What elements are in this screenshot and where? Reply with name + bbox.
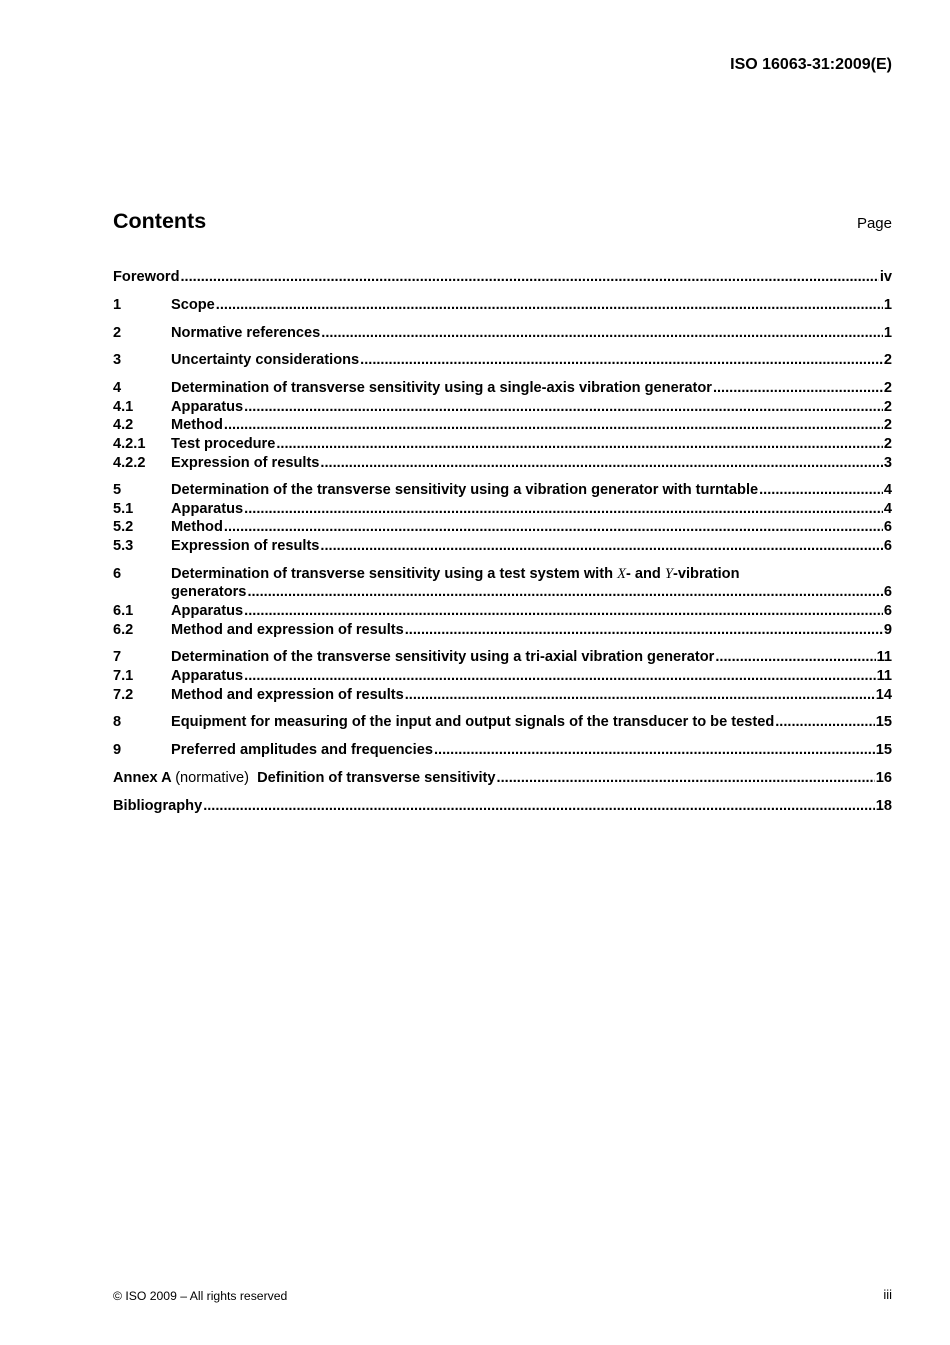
contents-title: Contents <box>113 209 207 233</box>
toc-entry-2[interactable] <box>113 324 892 343</box>
toc-entry-number: 8 <box>113 714 122 731</box>
toc-entry-page: 1 <box>883 296 892 313</box>
toc-entry-3[interactable] <box>113 351 892 370</box>
toc-entry-4[interactable] <box>113 379 892 398</box>
toc-entry-title: Method <box>171 519 223 536</box>
toc-entry-number: 4.2.1 <box>113 435 146 452</box>
annex-label: Annex A <box>113 769 172 786</box>
toc-entry-8[interactable] <box>113 713 892 732</box>
toc-entry-number: 2 <box>113 324 122 341</box>
dot-leader <box>203 797 875 816</box>
toc-entry-number: 7 <box>113 649 122 666</box>
toc-entry-number: 4.1 <box>113 398 134 415</box>
toc-entry-title: Test procedure <box>171 435 276 452</box>
toc-entry-title: Method and expression of results <box>171 686 404 703</box>
variable-x: X <box>617 565 626 582</box>
toc-entry-7-1[interactable] <box>113 667 892 686</box>
toc-entry-number: 5.2 <box>113 519 134 536</box>
toc-entry-title: Method and expression of results <box>171 621 404 638</box>
dot-leader <box>247 583 882 602</box>
toc-entry-page: 11 <box>876 649 892 666</box>
toc-entry-page: 15 <box>875 742 892 759</box>
toc-entry-title: Apparatus <box>171 668 244 684</box>
toc-entry-page: 2 <box>883 435 892 452</box>
toc-entry-page: 2 <box>883 352 892 369</box>
toc-entry-7[interactable] <box>113 648 892 667</box>
toc-entry-page: 16 <box>875 769 892 786</box>
toc-entry-title: Apparatus <box>171 500 244 517</box>
toc-entry-title: Expression of results <box>171 538 320 555</box>
toc-entry-page: 6 <box>883 603 892 620</box>
toc-entry-page: 2 <box>883 380 892 397</box>
page-column-label: Page <box>856 215 892 232</box>
document-id: ISO 16063-31:2009(E) <box>730 56 892 73</box>
dot-leader <box>244 398 883 417</box>
dot-leader <box>434 741 875 760</box>
contents-heading <box>113 209 892 234</box>
toc-entry-title: Apparatus <box>171 603 244 620</box>
toc-entry-page: 6 <box>883 584 892 601</box>
dot-leader <box>276 435 883 454</box>
toc-entry-5-3[interactable] <box>113 537 892 556</box>
toc-entry-annex-a[interactable] <box>113 769 892 788</box>
toc-entry-page: 2 <box>883 398 892 415</box>
toc-entry-6[interactable] <box>113 565 892 602</box>
dot-leader <box>405 621 883 640</box>
dot-leader <box>320 454 882 473</box>
dot-leader <box>715 648 875 667</box>
footer-page-number: iii <box>883 1287 892 1302</box>
toc-entry-title: Determination of transverse sensitivity using a single-axis vibration generator <box>171 380 712 397</box>
toc-entry-number: 7.2 <box>113 686 134 703</box>
toc-entry-number: 9 <box>113 742 122 759</box>
toc-entry-title: Determination of the transverse sensitivity using a tri-axial vibration generator <box>171 649 715 666</box>
dot-leader <box>360 351 883 370</box>
toc-entry-title: Preferred amplitudes and frequencies <box>171 742 433 759</box>
toc-entry-page: 1 <box>883 324 892 341</box>
toc-entry-number: 5 <box>113 482 122 499</box>
toc-entry-page: 11 <box>876 668 892 684</box>
dot-leader <box>405 686 875 705</box>
toc-entry-page: 15 <box>875 714 892 731</box>
toc-entry-title: Equipment for measuring of the input and output signals of the transducer to be tested <box>171 714 775 731</box>
variable-y: Y <box>664 565 674 582</box>
toc-entry-foreword[interactable] <box>113 268 892 287</box>
toc-entry-number: 7.1 <box>113 668 134 684</box>
dot-leader <box>224 416 883 435</box>
toc-entry-title: Determination of transverse sensitivity using a test system with X- and Y-vibration <box>171 565 740 582</box>
dot-leader <box>244 667 875 686</box>
toc-entry-title: Normative references <box>171 324 321 341</box>
toc-entry-number: 6.2 <box>113 621 134 638</box>
toc-entry-number: 5.1 <box>113 500 134 517</box>
toc-entry-title: Expression of results <box>171 454 320 471</box>
toc-entry-6-2[interactable] <box>113 621 892 640</box>
toc-entry-6-1[interactable] <box>113 602 892 621</box>
toc-entry-number: 6 <box>113 565 122 582</box>
footer-copyright: © ISO 2009 – All rights reserved <box>113 1289 288 1303</box>
toc-entry-9[interactable] <box>113 741 892 760</box>
toc-entry-4-2-1[interactable] <box>113 435 892 454</box>
dot-leader <box>713 379 883 398</box>
toc-entry-number: 4 <box>113 380 122 397</box>
dot-leader <box>759 481 883 500</box>
dot-leader <box>321 324 883 343</box>
toc-entry-page: 18 <box>875 797 892 814</box>
dot-leader <box>244 602 883 621</box>
toc-entry-number: 4.2.2 <box>113 454 146 471</box>
toc-entry-title: Bibliography <box>113 797 203 814</box>
annex-type: (normative) <box>175 769 249 786</box>
toc-entry-5-2[interactable] <box>113 518 892 537</box>
toc-entry-page: 9 <box>883 621 892 638</box>
toc-entry-page: iv <box>879 269 892 285</box>
toc-entry-page: 6 <box>883 538 892 555</box>
toc-entry-number: 4.2 <box>113 417 134 434</box>
toc-entry-page: 4 <box>883 500 892 517</box>
dot-leader <box>224 518 883 537</box>
table-of-contents <box>113 268 892 815</box>
toc-entry-page: 3 <box>883 454 892 471</box>
dot-leader <box>180 268 878 287</box>
toc-entry-title: Uncertainty considerations <box>171 352 360 369</box>
dot-leader <box>775 713 875 732</box>
toc-entry-title: Scope <box>171 296 215 313</box>
toc-entry-title: Determination of the transverse sensitivity using a vibration generator with turntable <box>171 482 759 499</box>
dot-leader <box>320 537 882 556</box>
dot-leader <box>244 500 883 519</box>
toc-entry-title: Method <box>171 417 223 434</box>
toc-entry-page: 2 <box>883 417 892 434</box>
toc-entry-page: 6 <box>883 519 892 536</box>
toc-entry-4-2[interactable] <box>113 416 892 435</box>
dot-leader <box>216 296 883 315</box>
toc-entry-number: 6.1 <box>113 603 134 620</box>
toc-entry-page: 4 <box>883 482 892 499</box>
toc-entry-number: 3 <box>113 352 122 369</box>
toc-entry-4-2-2[interactable] <box>113 454 892 473</box>
toc-entry-title-continuation: generators <box>171 584 247 601</box>
toc-entry-4-1[interactable] <box>113 398 892 417</box>
toc-entry-title: Annex A (normative) Definition of transverse sensitivity <box>113 769 496 786</box>
toc-entry-bibliography[interactable] <box>113 797 892 816</box>
toc-entry-1[interactable] <box>113 296 892 315</box>
toc-entry-5[interactable] <box>113 481 892 500</box>
toc-entry-title: Foreword <box>113 269 180 285</box>
toc-entry-5-1[interactable] <box>113 500 892 519</box>
toc-entry-number: 1 <box>113 296 122 313</box>
toc-entry-number: 5.3 <box>113 538 134 555</box>
toc-entry-title: Apparatus <box>171 398 244 415</box>
toc-entry-page: 14 <box>875 686 892 703</box>
dot-leader <box>497 769 875 788</box>
toc-entry-7-2[interactable] <box>113 686 892 705</box>
